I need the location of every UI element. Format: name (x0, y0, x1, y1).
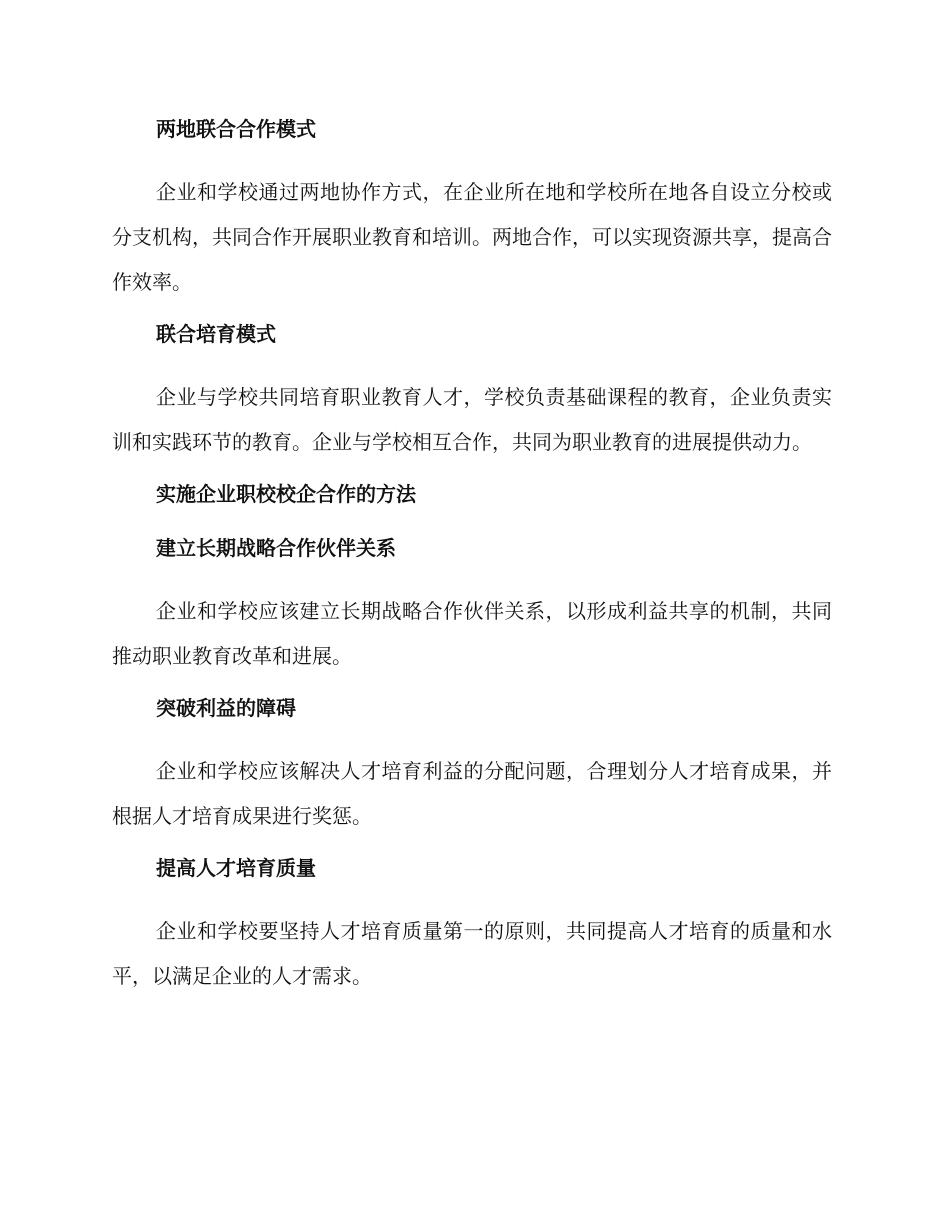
section-heading-6: 提高人才培育质量 (156, 856, 316, 880)
section-paragraph-1: 企业和学校通过两地协作方式，在企业所在地和学校所在地各自设立分校或分支机构，共同合作开展职业教育和培训。两地合作，可以实现资源共享，提高合作效率。 (112, 180, 832, 294)
section-heading-1: 两地联合合作模式 (156, 117, 316, 141)
section-paragraph-2: 企业与学校共同培育职业教育人才，学校负责基础课程的教育，企业负责实训和实践环节的教育。企业与学校相互合作，共同为职业教育的进展提供动力。 (112, 385, 832, 454)
document-body (112, 112, 832, 1011)
section-paragraph-5: 企业和学校应该解决人才培育利益的分配问题，合理划分人才培育成果，并根据人才培育成果进行奖惩。 (112, 759, 832, 828)
section-paragraph-4: 企业和学校应该建立长期战略合作伙伴关系，以形成利益共享的机制，共同推动职业教育改革和进展。 (112, 599, 832, 668)
section-heading-5: 突破利益的障碍 (156, 696, 296, 720)
section-paragraph-6: 企业和学校要坚持人才培育质量第一的原则，共同提高人才培育的质量和水平，以满足企业的人才需求。 (112, 919, 832, 988)
section-heading-2: 联合培育模式 (156, 322, 276, 346)
section-heading-4: 建立长期战略合作伙伴关系 (156, 536, 396, 560)
section-heading-3: 实施企业职校校企合作的方法 (156, 482, 416, 506)
